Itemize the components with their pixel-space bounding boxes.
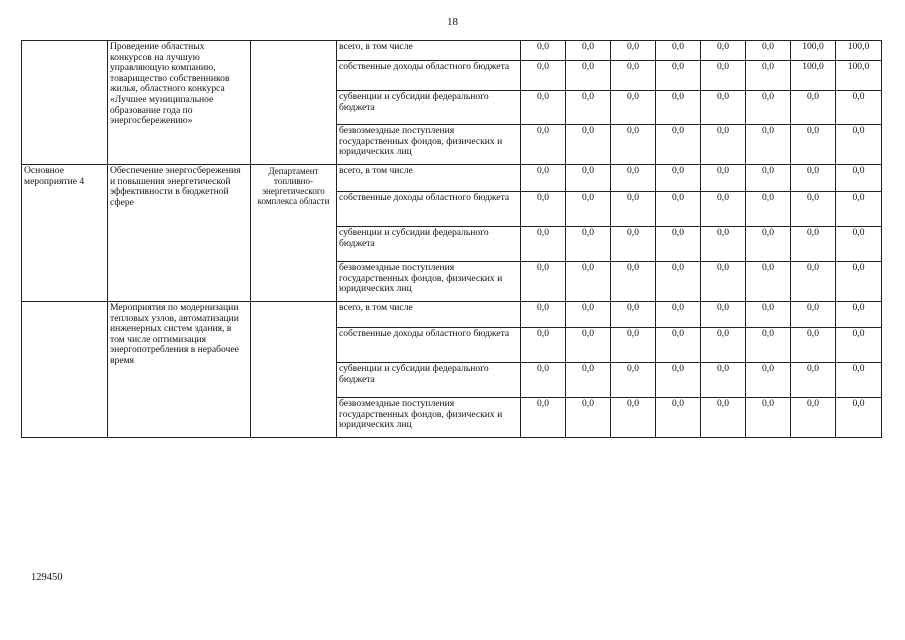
value-cell: 0,0 — [521, 363, 566, 398]
value-cell: 0,0 — [791, 398, 836, 438]
value-cell: 0,0 — [566, 363, 611, 398]
value-cell: 0,0 — [701, 302, 746, 328]
value-cell: 0,0 — [656, 328, 701, 363]
value-cell: 0,0 — [521, 91, 566, 125]
funding-source-cell: безвозмездные поступления государственных фондов, физических и юридических лиц — [337, 125, 521, 165]
value-cell: 0,0 — [656, 262, 701, 302]
funding-source-cell: безвозмездные поступления государственных фондов, физических и юридических лиц — [337, 262, 521, 302]
value-cell: 0,0 — [656, 363, 701, 398]
value-cell: 0,0 — [791, 125, 836, 165]
value-cell: 0,0 — [701, 363, 746, 398]
value-cell: 0,0 — [566, 302, 611, 328]
value-cell: 0,0 — [521, 125, 566, 165]
value-cell: 0,0 — [521, 328, 566, 363]
value-cell: 0,0 — [656, 302, 701, 328]
group-label-cell: Основное мероприятие 4 — [22, 165, 108, 302]
value-cell: 0,0 — [521, 302, 566, 328]
value-cell: 0,0 — [566, 91, 611, 125]
page-number: 18 — [447, 16, 458, 28]
value-cell: 0,0 — [521, 192, 566, 227]
value-cell: 0,0 — [656, 61, 701, 91]
funding-source-cell: субвенции и субсидии федерального бюджета — [337, 227, 521, 262]
value-cell: 0,0 — [521, 41, 566, 61]
value-cell: 100,0 — [791, 41, 836, 61]
funding-source-cell: собственные доходы областного бюджета — [337, 61, 521, 91]
value-cell: 0,0 — [791, 165, 836, 192]
value-cell: 0,0 — [701, 125, 746, 165]
value-cell: 0,0 — [836, 165, 882, 192]
department-cell — [251, 302, 337, 438]
value-cell: 0,0 — [611, 192, 656, 227]
funding-source-cell: собственные доходы областного бюджета — [337, 328, 521, 363]
value-cell: 0,0 — [746, 91, 791, 125]
value-cell: 0,0 — [791, 363, 836, 398]
value-cell: 0,0 — [746, 165, 791, 192]
value-cell: 0,0 — [701, 262, 746, 302]
funding-source-cell: безвозмездные поступления государственных фондов, физических и юридических лиц — [337, 398, 521, 438]
funding-source-cell: всего, в том числе — [337, 41, 521, 61]
value-cell: 100,0 — [836, 61, 882, 91]
value-cell: 0,0 — [746, 302, 791, 328]
value-cell: 0,0 — [521, 165, 566, 192]
value-cell: 0,0 — [746, 328, 791, 363]
value-cell: 0,0 — [746, 192, 791, 227]
budget-table — [21, 40, 882, 438]
value-cell: 0,0 — [701, 61, 746, 91]
value-cell: 0,0 — [746, 125, 791, 165]
value-cell: 0,0 — [836, 363, 882, 398]
value-cell: 0,0 — [701, 398, 746, 438]
department-cell — [251, 41, 337, 165]
value-cell: 0,0 — [746, 41, 791, 61]
document-code: 129450 — [31, 572, 63, 583]
value-cell: 0,0 — [701, 328, 746, 363]
value-cell: 0,0 — [611, 262, 656, 302]
value-cell: 0,0 — [656, 165, 701, 192]
value-cell: 0,0 — [746, 398, 791, 438]
value-cell: 0,0 — [566, 262, 611, 302]
funding-source-cell: субвенции и субсидии федерального бюджета — [337, 91, 521, 125]
value-cell: 0,0 — [836, 262, 882, 302]
value-cell: 0,0 — [611, 125, 656, 165]
value-cell: 0,0 — [566, 125, 611, 165]
value-cell: 0,0 — [836, 227, 882, 262]
value-cell: 0,0 — [521, 227, 566, 262]
table-row — [22, 41, 882, 61]
department-cell: Департамент топливно-энергетического комплекса области — [251, 165, 337, 302]
value-cell: 0,0 — [746, 227, 791, 262]
value-cell: 0,0 — [701, 192, 746, 227]
value-cell: 0,0 — [521, 61, 566, 91]
activity-cell: Проведение областных конкурсов на лучшую управляющую компанию, товарищество собственников жилья, областного конкурса «Лучшее муниципальное образование года по энергосбережению» — [108, 41, 251, 165]
value-cell: 0,0 — [791, 302, 836, 328]
value-cell: 0,0 — [836, 125, 882, 165]
value-cell: 0,0 — [701, 227, 746, 262]
value-cell: 0,0 — [656, 227, 701, 262]
value-cell: 0,0 — [836, 398, 882, 438]
table-row — [22, 302, 882, 328]
value-cell: 0,0 — [836, 302, 882, 328]
value-cell: 0,0 — [611, 328, 656, 363]
value-cell: 0,0 — [566, 227, 611, 262]
value-cell: 0,0 — [566, 192, 611, 227]
value-cell: 0,0 — [746, 363, 791, 398]
value-cell: 0,0 — [611, 302, 656, 328]
value-cell: 0,0 — [611, 41, 656, 61]
value-cell: 0,0 — [791, 262, 836, 302]
value-cell: 0,0 — [656, 192, 701, 227]
value-cell: 0,0 — [566, 328, 611, 363]
value-cell: 0,0 — [701, 165, 746, 192]
value-cell: 0,0 — [746, 262, 791, 302]
value-cell: 0,0 — [836, 192, 882, 227]
group-label-cell — [22, 302, 108, 438]
value-cell: 0,0 — [656, 41, 701, 61]
value-cell: 0,0 — [566, 61, 611, 91]
value-cell: 0,0 — [611, 91, 656, 125]
value-cell: 0,0 — [566, 41, 611, 61]
value-cell: 0,0 — [836, 91, 882, 125]
funding-source-cell: собственные доходы областного бюджета — [337, 192, 521, 227]
value-cell: 0,0 — [611, 227, 656, 262]
group-label-cell — [22, 41, 108, 165]
activity-cell: Мероприятия по модернизации тепловых узлов, автоматизации инженерных систем здания, в том числе оптимизация энергопотребления в нерабочее время — [108, 302, 251, 438]
value-cell: 0,0 — [791, 328, 836, 363]
value-cell: 0,0 — [746, 61, 791, 91]
value-cell: 0,0 — [656, 125, 701, 165]
value-cell: 0,0 — [791, 227, 836, 262]
value-cell: 0,0 — [611, 61, 656, 91]
value-cell: 0,0 — [656, 398, 701, 438]
value-cell: 0,0 — [791, 192, 836, 227]
table-row — [22, 165, 882, 192]
value-cell: 0,0 — [611, 398, 656, 438]
value-cell: 0,0 — [611, 363, 656, 398]
value-cell: 0,0 — [566, 165, 611, 192]
funding-source-cell: всего, в том числе — [337, 302, 521, 328]
value-cell: 0,0 — [566, 398, 611, 438]
value-cell: 0,0 — [836, 328, 882, 363]
value-cell: 0,0 — [656, 91, 701, 125]
funding-source-cell: субвенции и субсидии федерального бюджета — [337, 363, 521, 398]
value-cell: 100,0 — [836, 41, 882, 61]
value-cell: 0,0 — [521, 262, 566, 302]
value-cell: 100,0 — [791, 61, 836, 91]
value-cell: 0,0 — [701, 91, 746, 125]
funding-source-cell: всего, в том числе — [337, 165, 521, 192]
value-cell: 0,0 — [701, 41, 746, 61]
value-cell: 0,0 — [611, 165, 656, 192]
activity-cell: Обеспечение энергосбережения и повышения энергетической эффективности в бюджетной сфере — [108, 165, 251, 302]
value-cell: 0,0 — [791, 91, 836, 125]
value-cell: 0,0 — [521, 398, 566, 438]
